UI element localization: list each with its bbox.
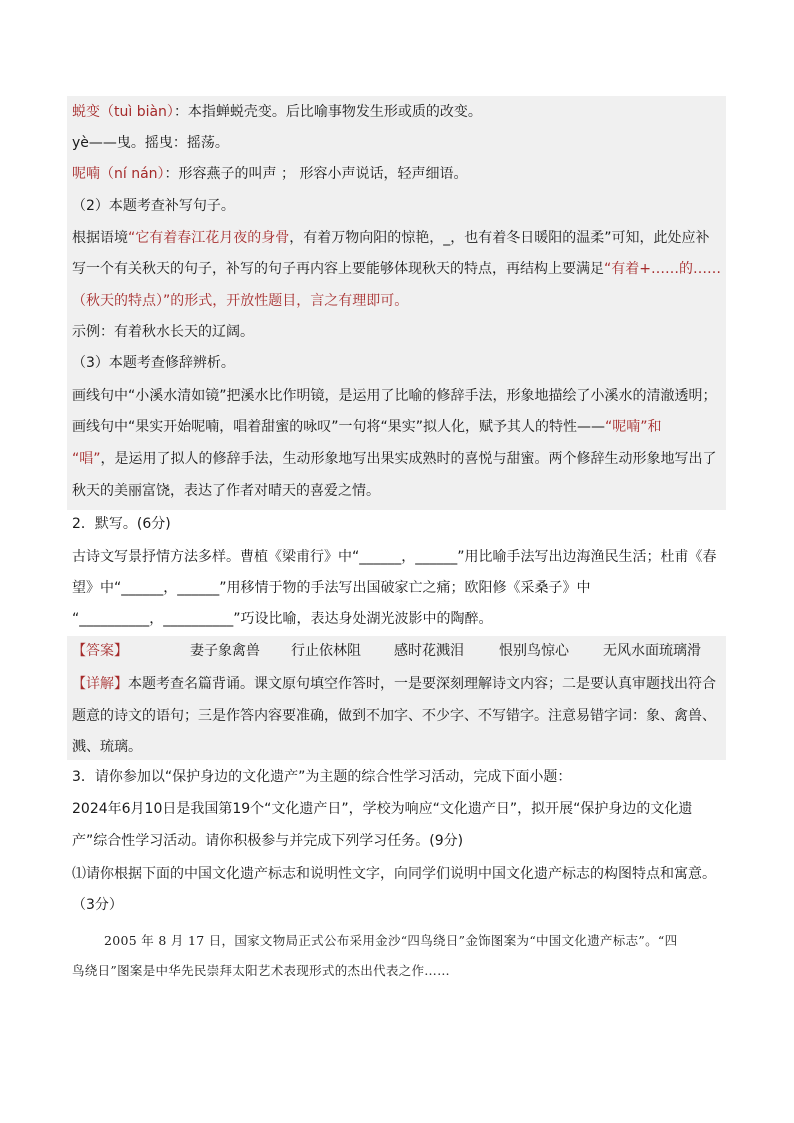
term-tuibian: 蜕变（tuì biàn） xyxy=(72,104,174,120)
detail-line2: 题意的诗文的语句；三是作答内容要准确，做到不加字、不少字、不写错字。注意易错字词：象、禽兽、 xyxy=(72,708,716,724)
detail-line3: 溅、琉璃。 xyxy=(72,739,142,755)
question3-sub1: ⑴请你根据下面的中国文化遗产标志和说明性文字，向同学们说明中国文化遗产标志的构图特点和寓意。 xyxy=(72,866,716,882)
question3-number: 3．请你参加以“保护身边的文化遗产”为主题的综合性学习活动，完成下面小题： xyxy=(72,769,572,785)
part3-heading: （3）本题考查修辞辨析。 xyxy=(72,355,235,371)
answer-item: 恨别鸟惊心 xyxy=(499,643,569,659)
part2-line3: （秋天的特点）”的形式，开放性题目，言之有理即可。 xyxy=(72,293,409,309)
question2-line1: 古诗文写景抒情方法多样。曹植《梁甫行》中“______，______”用比喻手法写出边海渔民生活；杜甫《春 xyxy=(72,549,717,565)
explanation-ninan: 呢喃（ní nán）：形容燕子的叫声 ； 形容小声说话，轻声细语。 xyxy=(72,166,468,182)
answer-item: 妻子象禽兽 xyxy=(190,643,260,659)
part2-line1: 根据语境“它有着春江花月夜的身骨，有着万物向阳的惊艳，_，也有着冬日暖阳的温柔”可知，此处应补 xyxy=(72,230,710,246)
question3-sub1-score: （3分） xyxy=(72,897,123,913)
question3-line1: 2024年6月10日是我国第19个“文化遗产日”，学校为响应“文化遗产日”，拟开展“保护身边的文化遗 xyxy=(72,801,693,817)
explanation-ye: yè——曳。摇曳：摇荡。 xyxy=(72,135,229,151)
detail-line1: 【详解】本题考查名篇背诵。课文原句填空作答时，一是要深刻理解诗文内容；二是要认真审题找出符合 xyxy=(72,676,716,692)
quote-line1: 2005 年 8 月 17 日，国家文物局正式公布采用金沙“四鸟绕日”金饰图案为“中国文化遗产标志”。“四 xyxy=(104,933,678,948)
answer-item: 行止依林阻 xyxy=(291,643,361,659)
part2-example: 示例：有着秋水长天的辽阔。 xyxy=(72,324,254,340)
quote-line2: 鸟绕日”图案是中华先民崇拜太阳艺术表现形式的杰出代表之作…… xyxy=(72,963,450,978)
question2-line2: 望》中“______，______”用移情于物的手法写出国破家亡之痛；欧阳修《采桑子》中 xyxy=(72,580,591,596)
part3-line1: 画线句中“小溪水清如镜”把溪水比作明镜，是运用了比喻的修辞手法，形象地描绘了小溪水的清澈透明； xyxy=(72,388,717,404)
part3-line4: 秋天的美丽富饶，表达了作者对晴天的喜爱之情。 xyxy=(72,483,380,499)
term-ninan: 呢喃（ní nán） xyxy=(72,166,165,182)
answer-label: 【答案】 xyxy=(72,643,128,659)
answer-item: 感时花溅泪 xyxy=(394,643,464,659)
answer-item: 无风水面琉璃滑 xyxy=(603,643,701,659)
question2-line3: “__________，__________”巧设比喻，表达身处湖光波影中的陶醉。 xyxy=(72,611,493,627)
question3-line2: 产”综合性学习活动。请你积极参与并完成下列学习任务。(9分) xyxy=(72,833,464,849)
part2-heading: （2）本题考查补写句子。 xyxy=(72,198,235,214)
part3-line3: “唱”，是运用了拟人的修辞手法，生动形象地写出果实成熟时的喜悦与甜蜜。两个修辞生动形象地写出了 xyxy=(72,451,717,467)
question2-number: 2．默写。(6分) xyxy=(72,516,171,532)
explanation-tuibian: 蜕变（tuì biàn）：本指蝉蜕壳变。后比喻事物发生形或质的改变。 xyxy=(72,104,482,120)
part2-line2: 写一个有关秋天的句子，补写的句子再内容上要能够体现秋天的特点，再结构上要满足“有着+……的…… xyxy=(72,261,721,277)
answer-line xyxy=(72,640,732,662)
part3-line2: 画线句中“果实开始呢喃，唱着甜蜜的咏叹”一句将“果实”拟人化，赋予其人的特性——“呢喃”和 xyxy=(72,419,662,435)
detail-label: 【详解】 xyxy=(72,676,128,692)
